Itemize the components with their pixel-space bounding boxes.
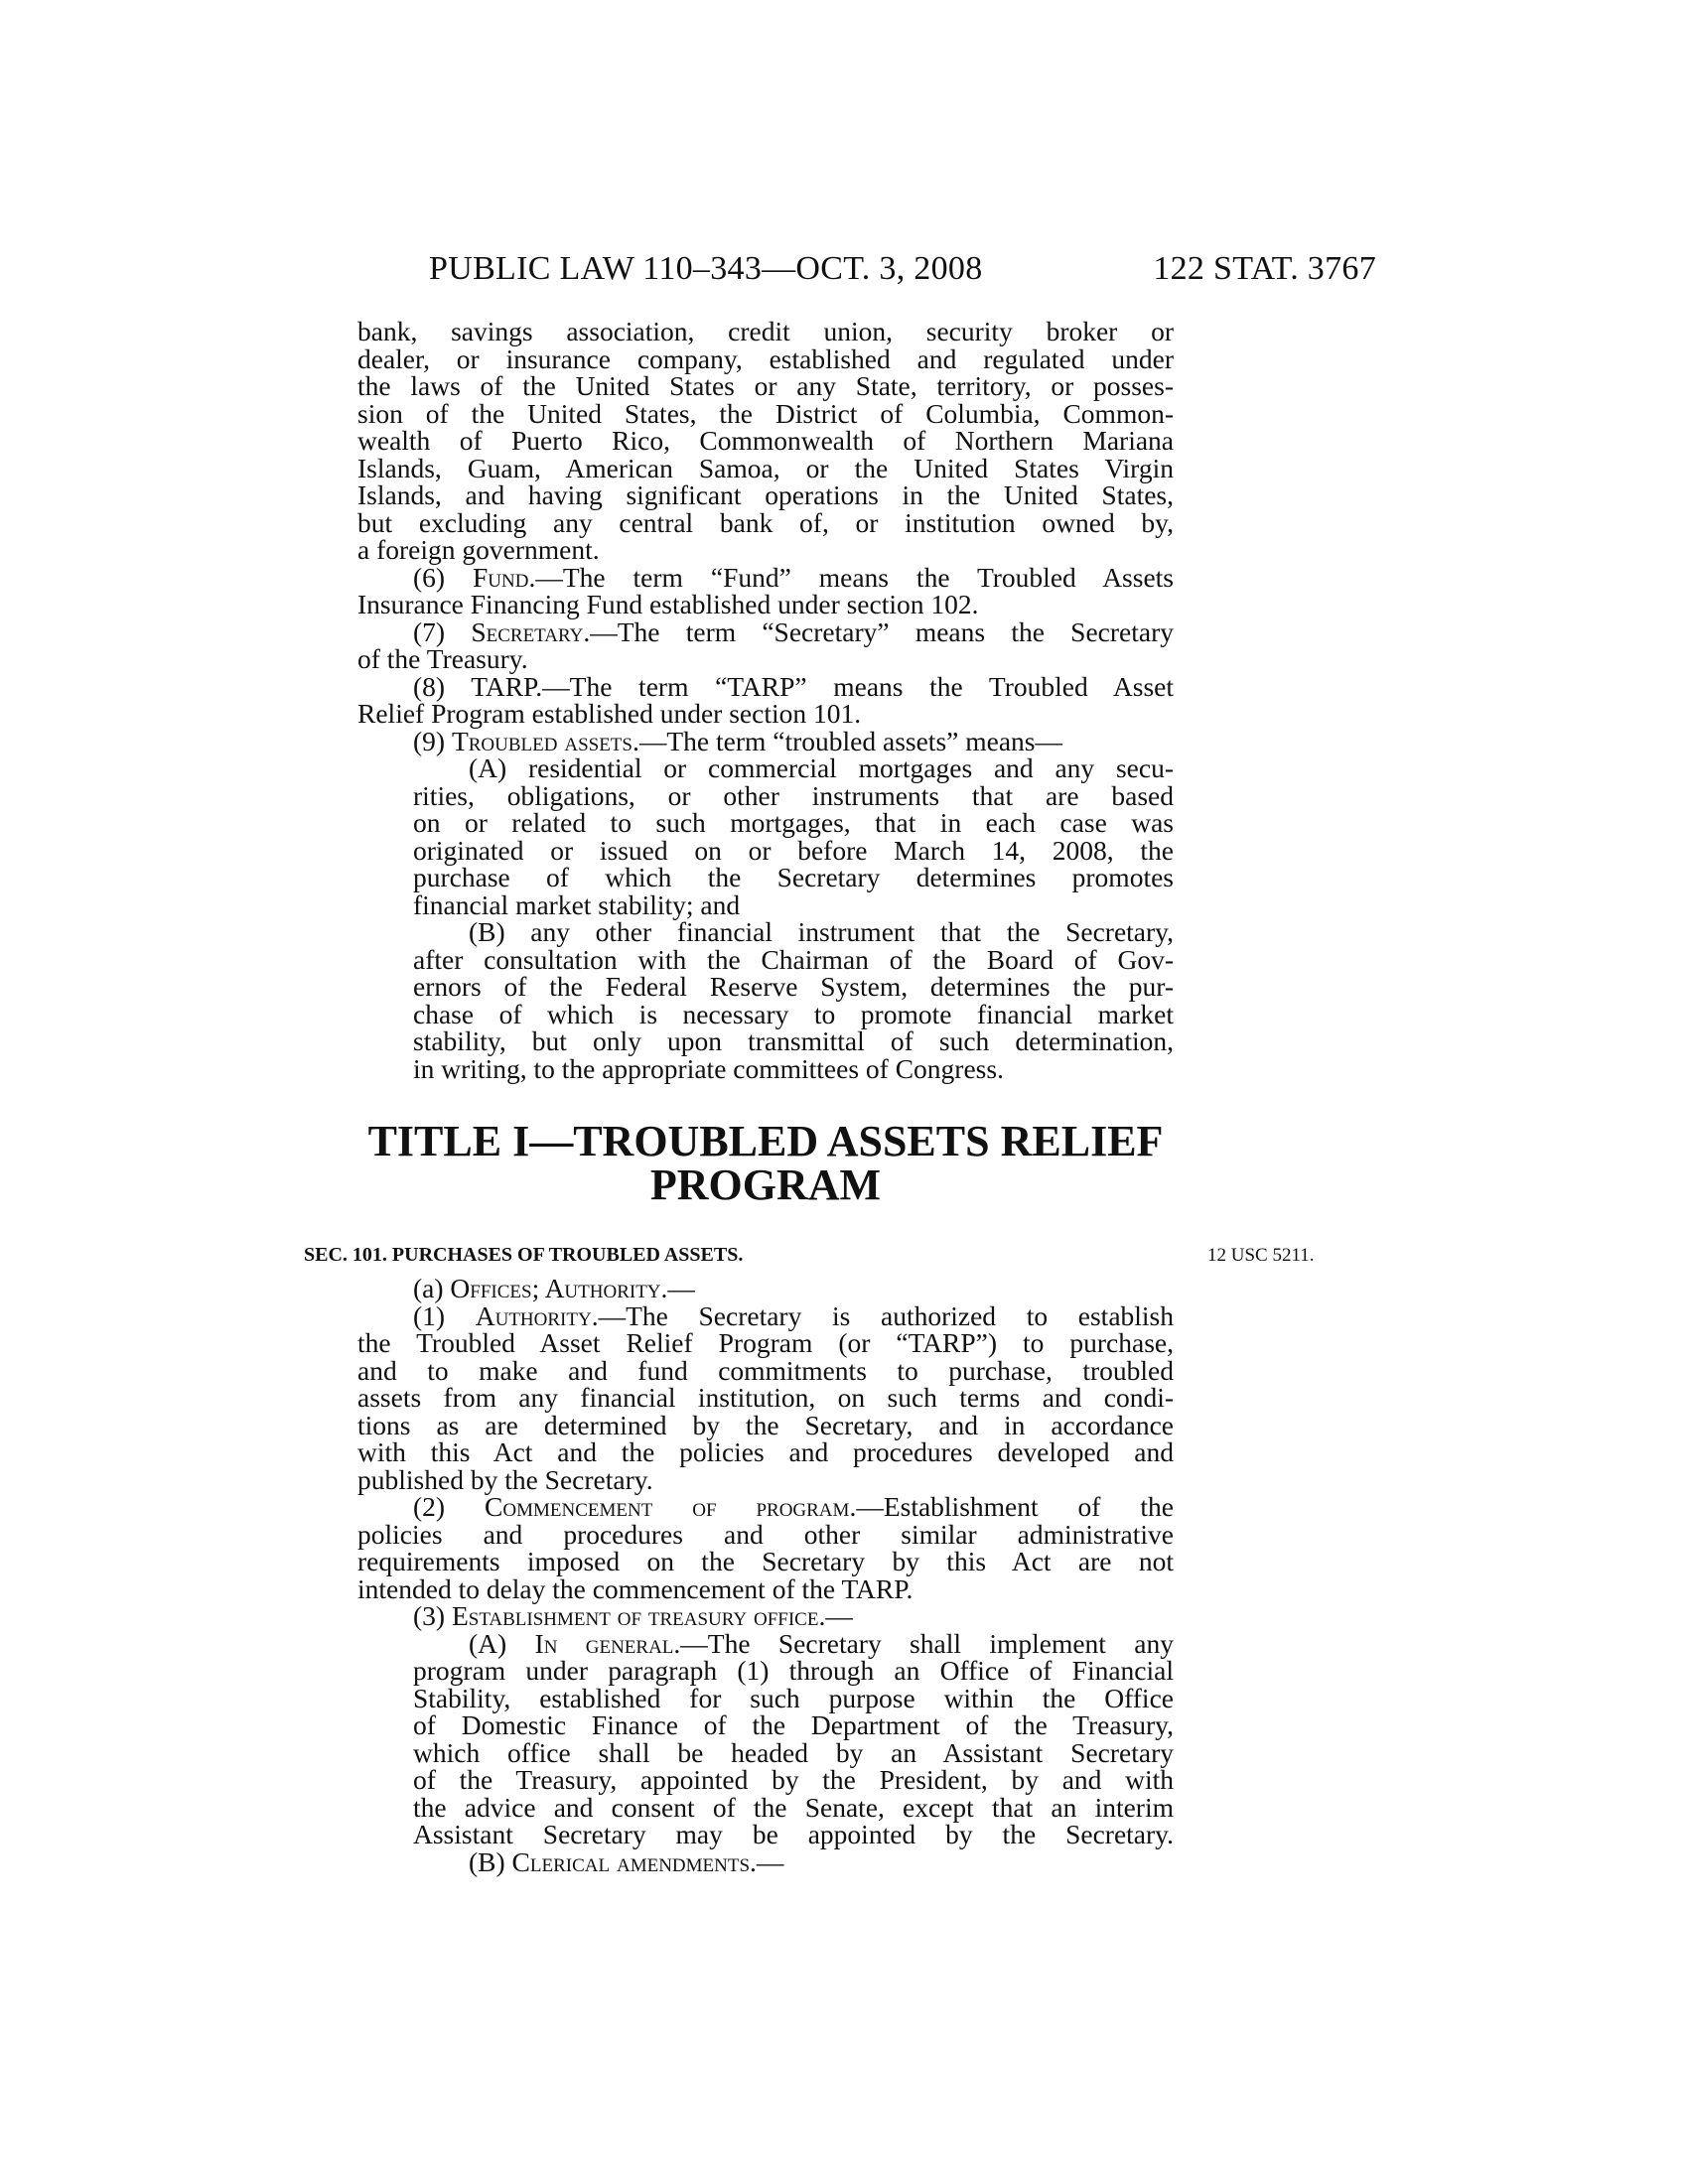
text-line: Islands, Guam, American Samoa, or the United States Virgin <box>357 452 1174 483</box>
subparagraph-in-general: (A) In general.—The Secretary shall implement any <box>469 1627 1174 1659</box>
text-line: sion of the United States, the District of Columbia, Common- <box>357 397 1174 429</box>
text-line: rities, obligations, or other instruments that are based <box>413 779 1174 811</box>
text-line: after consultation with the Chairman of the Board of Gov- <box>413 943 1174 975</box>
definition-secretary: (7) Secretary.—The term “Secretary” means the Secretary <box>413 615 1174 647</box>
text-line: of Domestic Finance of the Department of the Treasury, <box>413 1709 1174 1740</box>
text-line: financial market stability; and <box>413 888 741 920</box>
title-line-2: PROGRAM <box>649 1160 882 1209</box>
text-line: Relief Program established under section 101. <box>357 698 862 729</box>
text-line: (B) any other financial instrument that the Secretary, <box>469 916 1174 947</box>
text-line: the laws of the United States or any State, territory, or posses- <box>357 370 1174 401</box>
text-line: ernors of the Federal Reserve System, determines the pur- <box>413 971 1174 1002</box>
paragraph-treasury-office: (3) Establishment of treasury office.— <box>413 1600 853 1631</box>
text-line: purchase of which the Secretary determines promotes <box>413 862 1174 892</box>
text-line: Assistant Secretary may be appointed by the Secretary. <box>413 1819 1174 1849</box>
running-header-right: 122 STAT. 3767 <box>1153 250 1376 287</box>
text-line: intended to delay the commencement of the TARP. <box>357 1572 914 1604</box>
section-101-block <box>357 1275 1174 1875</box>
paragraph-commencement: (2) Commencement of program.—Establishment of the <box>413 1491 1175 1522</box>
text-line: Insurance Financing Fund established under section 102. <box>357 589 979 619</box>
subsection-a: (a) Offices; Authority.— <box>413 1273 695 1303</box>
subparagraph-clerical-amendments: (B) Clerical amendments.— <box>469 1845 784 1877</box>
text-line: (A) residential or commercial mortgages and any secu- <box>469 752 1174 783</box>
section-heading: SEC. 101. PURCHASES OF TROUBLED ASSETS. <box>304 1244 744 1266</box>
text-line: policies and procedures and other similar administrative <box>357 1518 1174 1550</box>
text-line: requirements imposed on the Secretary by this Act are not <box>357 1546 1174 1576</box>
text-line: program under paragraph (1) through an Office of Financial <box>413 1655 1174 1686</box>
text-line: bank, savings association, credit union, security broker or <box>357 316 1174 346</box>
text-line: originated or issued on or before March 14, 2008, the <box>413 834 1174 866</box>
title-heading <box>357 1117 1174 1209</box>
text-line: tions as are determined by the Secretary, and in accordance <box>357 1409 1174 1440</box>
text-line: Islands, and having significant operations in the United States, <box>357 479 1174 510</box>
definitions-block <box>357 318 1174 1082</box>
text-line: of the Treasury, appointed by the President, by and with <box>413 1764 1174 1795</box>
text-line: of the Treasury. <box>357 643 528 674</box>
text-line: on or related to such mortgages, that in each case was <box>413 807 1174 838</box>
text-line: in writing, to the appropriate committees of Congress. <box>413 1052 1004 1084</box>
text-line: wealth of Puerto Rico, Commonwealth of Northern Mariana <box>357 425 1174 456</box>
text-line: dealer, or insurance company, established and regulated under <box>357 342 1174 374</box>
definition-troubled-assets: (9) Troubled assets.—The term “troubled assets” means— <box>413 725 1062 756</box>
text-line: which office shall be headed by an Assistant Secretary <box>413 1736 1174 1768</box>
text-line: published by the Secretary. <box>357 1463 653 1495</box>
definition-fund: (6) Fund.—The term “Fund” means the Troubled Assets <box>413 561 1175 593</box>
text-line: the advice and consent of the Senate, except that an interim <box>413 1791 1174 1823</box>
margin-note: 12 USC 5211. <box>1207 1245 1315 1266</box>
text-line: a foreign government. <box>357 534 600 565</box>
text-line: the Troubled Asset Relief Program (or “TARP”) to purchase, <box>357 1327 1174 1358</box>
text-line: chase of which is necessary to promote financial market <box>413 998 1174 1029</box>
definition-tarp: (8) TARP.—The term “TARP” means the Troubled Asset <box>413 670 1174 702</box>
text-line: assets from any financial institution, on such terms and condi- <box>357 1382 1174 1413</box>
running-header-left: PUBLIC LAW 110–343—OCT. 3, 2008 <box>429 250 983 287</box>
text-line: Stability, established for such purpose within the Office <box>413 1682 1174 1713</box>
text-line: but excluding any central bank of, or institution owned by, <box>357 506 1174 538</box>
text-line: and to make and fund commitments to purchase, troubled <box>357 1354 1174 1386</box>
text-line: with this Act and the policies and procedures developed and <box>357 1436 1174 1467</box>
paragraph-authority: (1) Authority.—The Secretary is authorized to establish <box>413 1299 1175 1331</box>
title-line-1: TITLE I—TROUBLED ASSETS RELIEF <box>367 1117 1164 1165</box>
text-line: stability, but only upon transmittal of such determination, <box>413 1025 1174 1056</box>
